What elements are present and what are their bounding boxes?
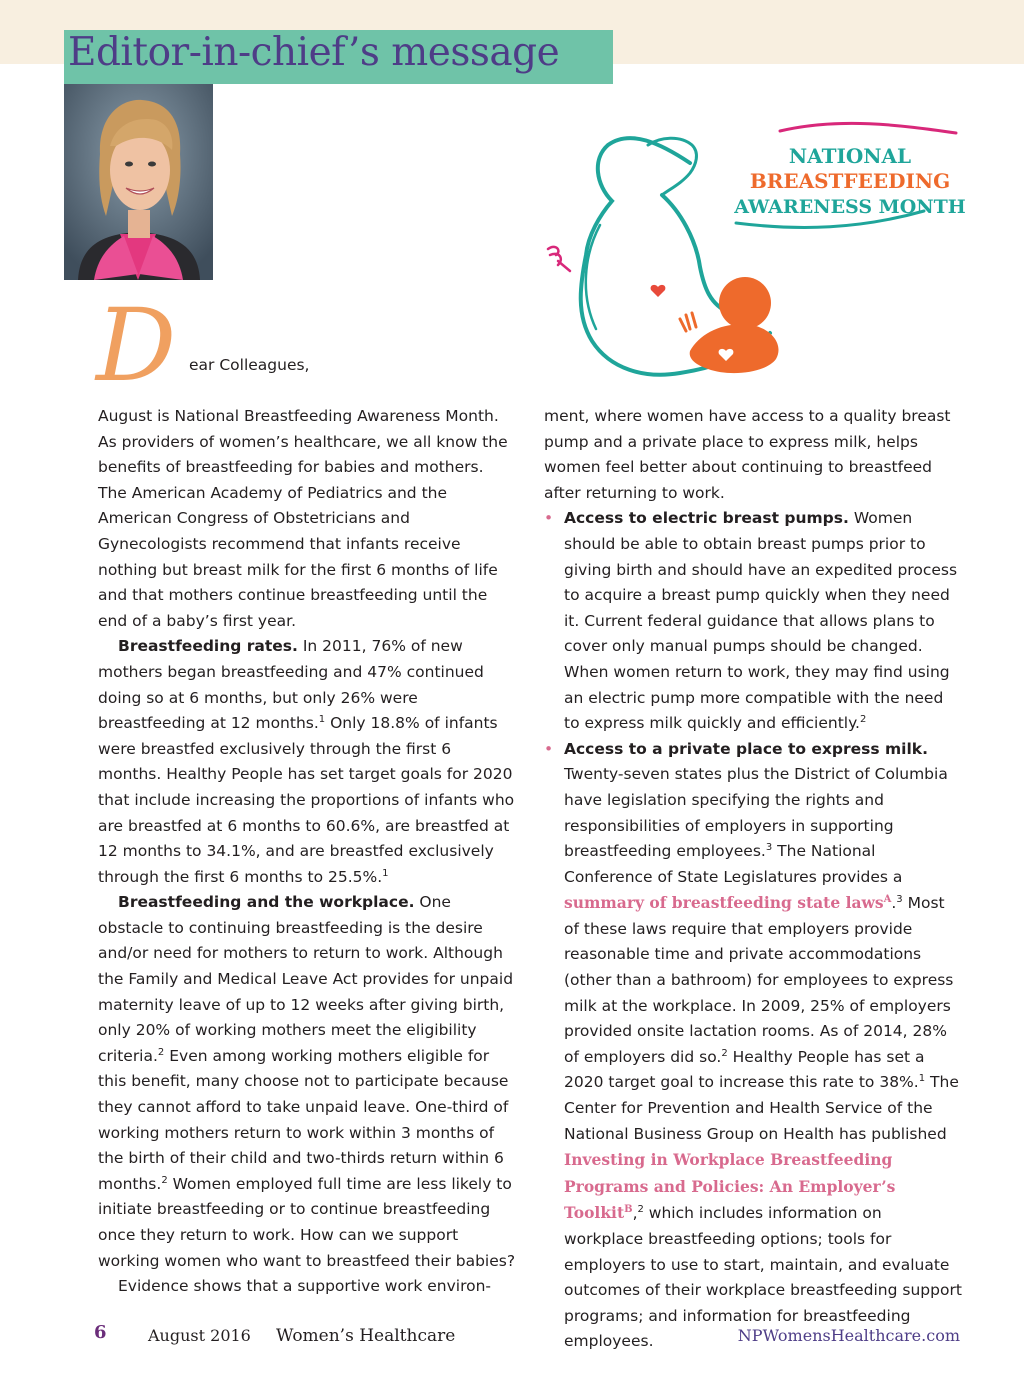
- paragraph-continued: ment, where women have access to a quality breast pump and a private place to express milk, helps women feel better about continuing to breastfeed after returning to work.: [544, 407, 951, 502]
- website-link[interactable]: NPWomensHealthcare.com: [737, 1326, 960, 1345]
- text: The National Conference of State Legislatures provides a: [564, 842, 903, 886]
- lead-private-place: Access to a private place to express milk.: [564, 739, 928, 758]
- citation: 1: [918, 1073, 926, 1085]
- citation: 2: [637, 1204, 644, 1216]
- left-column: [98, 404, 516, 1300]
- page-number: 6: [94, 1322, 107, 1343]
- title-bar: [64, 30, 613, 84]
- text: Most of these laws require that employers provide reasonable time and private accommodations (other than a bathroom) for employees to express milk at the workplace. In 2009, 25% of employers provided onsite lactation rooms. As of 2014, 28% of employers did so.: [564, 894, 954, 1066]
- citation: 3: [765, 841, 773, 853]
- text: ,: [632, 1204, 638, 1223]
- lead-pumps: Access to electric breast pumps.: [564, 509, 849, 528]
- citation: 2: [157, 1046, 165, 1058]
- lead-workplace: Breastfeeding and the workplace.: [118, 893, 415, 912]
- link-state-laws[interactable]: summary of breastfeeding state laws: [564, 893, 884, 913]
- text: .: [891, 894, 897, 913]
- bullet-pumps: [544, 506, 962, 736]
- citation: 2: [161, 1174, 168, 1186]
- citation: 3: [896, 894, 903, 906]
- link-marker[interactable]: A: [883, 894, 892, 906]
- text: Only 18.8% of infants were breastfed exclusively through the first 6 months. Healthy People has set target goals for 2020 that include increasing the proportions of infants who are breastfed at 6 months to 60.6%, are breastfed at 12 months to 34.1%, and are breastfed exclusively through the first 6 months to 25.5%.: [98, 714, 515, 886]
- bullet-private-place: [544, 737, 962, 1355]
- paragraph-intro: August is National Breastfeeding Awareness Month. As providers of women’s healthcare, we all know the benefits of breastfeeding for babies and mothers. The American Academy of Pediatrics and the American Congress of Obstetricians and Gynecologists recommend that infants receive nothing but breast milk for the first 6 months of life and that mothers continue breastfeeding until the end of a baby’s first year.: [98, 407, 508, 630]
- link-employer-toolkit[interactable]: Investing in Workplace Breastfeeding Programs and Policies: An Employer’s Toolkit: [564, 1150, 896, 1223]
- right-column: [544, 404, 962, 1355]
- logo-line-national: NATIONAL: [788, 144, 912, 168]
- nbam-logo: [540, 115, 980, 390]
- text: In 2011, 76% of new mothers began breastfeeding and 47% continued doing so at 6 months, but only 26% were breastfeeding at 12 months.: [98, 637, 484, 733]
- citation: 1: [382, 867, 389, 879]
- logo-line-awareness-month: AWARENESS MONTH: [734, 196, 966, 218]
- bullet-icon: •: [544, 509, 554, 528]
- journal-name: Women’s Healthcare: [276, 1326, 456, 1346]
- citation: 2: [859, 713, 867, 725]
- logo-line-breastfeeding: BREASTFEEDING: [749, 169, 951, 193]
- text: Healthy People has set a 2020 target goal to increase this rate to 38%.: [564, 1047, 925, 1092]
- text: Women employed full time are less likely to initiate breastfeeding or to continue breastfeeding once they return to work. How can we support working women who want to breastfeed their babies?: [98, 1174, 516, 1270]
- lead-rates: Breastfeeding rates.: [118, 637, 298, 656]
- text: Even among working mothers eligible for this benefit, many choose not to participate because they cannot afford to take unpaid leave. One-third of working mothers return to work within 3 months of the birth of their child and two-thirds return within 6 months.: [98, 1046, 509, 1193]
- text: The Center for Prevention and Health Service of the National Business Group on Health has published: [564, 1073, 959, 1143]
- bullet-icon: •: [544, 739, 554, 758]
- citation: 1: [318, 713, 326, 725]
- text: One obstacle to continuing breastfeeding is the desire and/or need for mothers to return to work. Although the Family and Medical Leave Act provides for unpaid maternity leave of up to 12 weeks after giving birth, only 20% of working mothers meet the eligibility criteria.: [98, 893, 514, 1065]
- page-title: Editor-in-chief’s message: [68, 30, 560, 75]
- paragraph-workplace: [98, 890, 516, 1274]
- text: Twenty-seven states plus the District of Columbia have legislation specifying the rights and responsibilities of employers in supporting breastfeeding employees.: [564, 765, 948, 861]
- paragraph-evidence: Evidence shows that a supportive work environ-: [118, 1277, 492, 1296]
- text: which includes information on workplace breastfeeding options; tools for employers to use to start, maintain, and evaluate outcomes of their workplace breastfeeding support programs; and information for breastfeeding employees.: [564, 1204, 962, 1351]
- issue-date: August 2016: [148, 1326, 251, 1345]
- paragraph-rates: [98, 634, 516, 890]
- salutation: ear Colleagues,: [189, 356, 310, 374]
- text: Women should be able to obtain breast pumps prior to giving birth and should have an expedited process to acquire a breast pump quickly when they need it. Current federal guidance that allows plans to cover only manual pumps should be changed. When women return to work, they may find using an electric pump more compatible with the need to express milk quickly and efficiently.: [564, 509, 958, 733]
- editor-photo: [64, 84, 213, 280]
- citation: 2: [721, 1047, 728, 1059]
- drop-cap: D: [96, 287, 177, 404]
- link-marker[interactable]: B: [624, 1204, 633, 1216]
